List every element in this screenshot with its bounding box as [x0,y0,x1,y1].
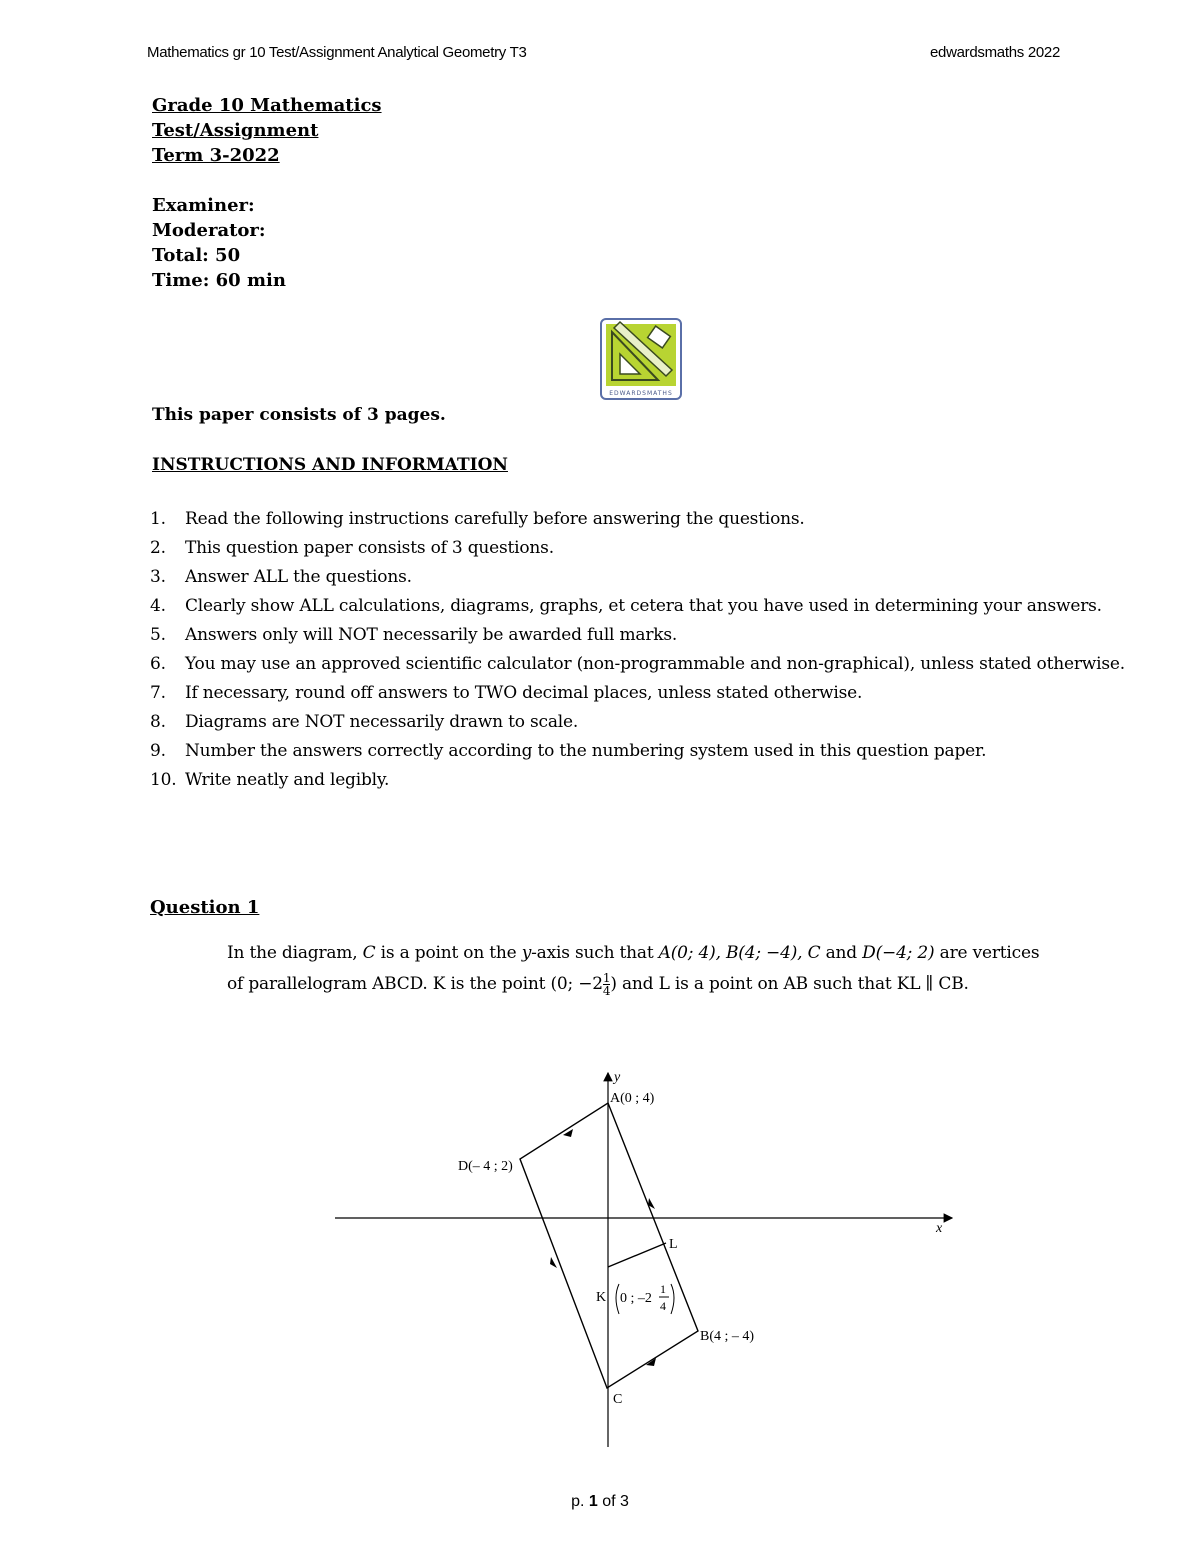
title-block [152,93,382,168]
instruction-item: 1. Read the following instructions carefully before answering the questions. [150,509,805,529]
instructions-list [150,505,1130,795]
point-b-label: B(4 ; – 4) [700,1329,755,1344]
pages-note: This paper consists of 3 pages. [152,405,446,425]
title-line-1: Grade 10 Mathematics [152,95,382,116]
instruction-item: 2. This question paper consists of 3 questions. [150,538,554,558]
point-k-coord-label [616,1282,674,1314]
time-allowed: Time: 60 min [152,270,286,291]
point-k-label: K [596,1290,607,1305]
logo-text: EDWARDSMATHS [609,390,673,397]
moderator-label: Moderator: [152,220,266,241]
instruction-item: 8. Diagrams are NOT necessarily drawn to scale. [150,712,579,732]
title-line-2: Test/Assignment [152,120,319,141]
exam-meta [152,193,286,293]
point-a-label: A(0 ; 4) [610,1091,655,1106]
examiner-label: Examiner: [152,195,255,216]
instruction-item: 5. Answers only will NOT necessarily be awarded full marks. [150,625,678,645]
instructions-title: INSTRUCTIONS AND INFORMATION [152,455,508,475]
instruction-item: 9. Number the answers correctly according to the numbering system used in this question paper. [150,741,987,761]
parallelogram-diagram [330,1065,960,1455]
instruction-item: 3. Answer ALL the questions. [150,567,412,587]
instruction-item: 4. Clearly show ALL calculations, diagrams, graphs, et cetera that you have used in determining your answers. [150,596,1102,616]
instruction-item: 7. If necessary, round off answers to TWO decimal places, unless stated otherwise. [150,683,863,703]
svg-text:0 ; –2: 0 ; –2 [620,1291,652,1306]
svg-text:1: 1 [660,1282,666,1296]
set-square-ruler-icon [600,318,682,400]
point-c-label: C [613,1392,623,1407]
header-left: Mathematics gr 10 Test/Assignment Analytical Geometry T3 [147,44,527,61]
point-d-label: D(– 4 ; 2) [458,1159,513,1174]
segment-kl [608,1243,666,1267]
instruction-item: 6. You may use an approved scientific calculator (non-programmable and non-graphical), unless stated otherwise. [150,654,1125,674]
point-l-label: L [669,1237,678,1252]
fraction: $\frac{1}{4}$ [602,971,611,998]
question-1-text: In the diagram, C is a point on the y-axis such that A(0; 4), B(4; −4), C and D(−4; 2) are vertices of parallelogram ABCD. K is the point (0; −2 $\frac{1}{4}$ ) and L is a point on AB such that KL ∥ CB. [227,943,1040,998]
page-footer: p. 1 of 3 [571,1493,629,1510]
title-line-3: Term 3-2022 [152,145,280,166]
y-axis-label: y [614,1070,621,1085]
total-marks: Total: 50 [152,245,241,266]
x-axis-label: x [936,1221,943,1236]
header-right: edwardsmaths 2022 [930,44,1060,61]
instruction-item: 10. Write neatly and legibly. [150,770,390,790]
point-k-coord: (0; −2 $\frac{1}{4}$ ) [550,971,617,998]
svg-text:4: 4 [660,1299,666,1313]
arrow-dc [550,1257,557,1268]
question-1-title: Question 1 [150,897,260,918]
